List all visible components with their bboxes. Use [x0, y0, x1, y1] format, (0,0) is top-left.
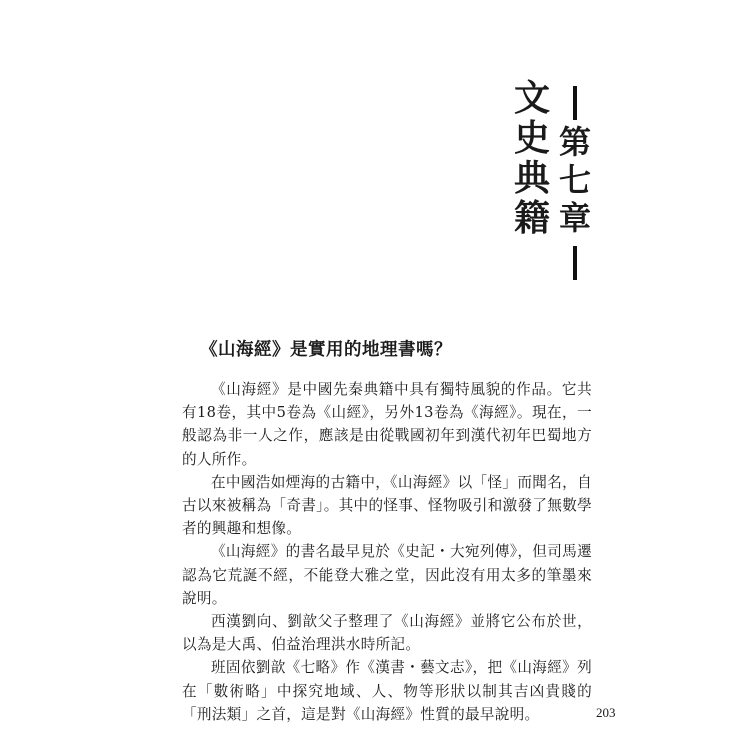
- paragraph: 在中國浩如煙海的古籍中，《山海經》以「怪」而聞名，自古以來被稱為「奇書」。其中的怪事、怪物吸引和激發了無數學者的興趣和想像。: [182, 473, 592, 538]
- chapter-label-char: 七: [558, 161, 591, 199]
- chapter-title-char: 典: [513, 157, 550, 199]
- chapter-title-char: 籍: [513, 197, 550, 239]
- chapter-label-char: 章: [558, 199, 591, 237]
- chapter-title: [510, 77, 554, 240]
- chapter-title-char: 史: [513, 117, 550, 159]
- paragraph: 班固依劉歆《七略》作《漢書・藝文志》，把《山海經》列在「數術略」中探究地域、人、物等形狀以制其吉凶貴賤的「刑法類」之首，這是對《山海經》性質的最早說明。: [182, 659, 592, 723]
- paragraph: 《山海經》是中國先秦典籍中具有獨特風貌的作品。它共有18卷，其中5卷為《山經》，另外13卷為《海經》。現在，一般認為非一人之作，應該是由從戰國初年到漢代初年巴蜀地方的人所作。: [182, 381, 592, 468]
- body-text: [182, 378, 592, 726]
- section-title: 《山海經》是實用的地理書嗎？: [200, 340, 452, 360]
- chapter-title-char: 文: [513, 77, 550, 119]
- paragraph: 西漢劉向、劉歆父子整理了《山海經》並將它公布於世，以為是大禹、伯益治理洪水時所記。: [182, 613, 592, 654]
- chapter-label: [553, 84, 597, 280]
- chapter-dash-top: [573, 86, 577, 120]
- paragraph: 《山海經》的書名最早見於《史記・大宛列傳》，但司馬遷認為它荒誕不經，不能登大雅之堂，因此沒有用太多的筆墨來說明。: [182, 543, 592, 607]
- chapter-dash-bottom: [573, 246, 577, 280]
- chapter-label-char: 第: [558, 123, 591, 161]
- page-number: 203: [596, 705, 616, 720]
